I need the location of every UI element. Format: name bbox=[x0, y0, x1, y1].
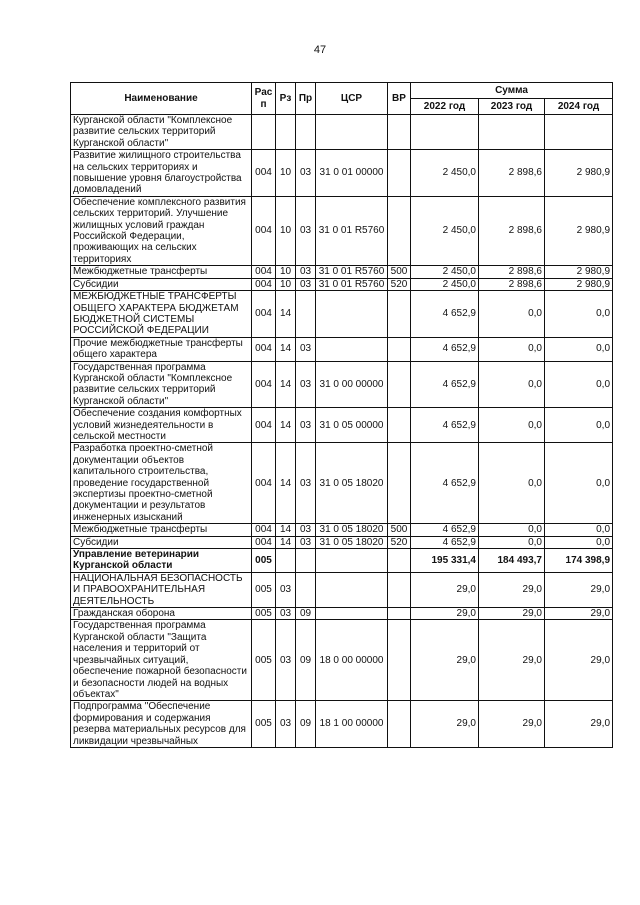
row-value-2022: 2 450,0 bbox=[411, 150, 479, 197]
row-value-2023: 2 898,6 bbox=[479, 196, 545, 265]
row-ras: 005 bbox=[252, 608, 276, 620]
table-row bbox=[71, 115, 613, 150]
row-pr: 03 bbox=[296, 443, 316, 524]
row-value-2022: 4 652,9 bbox=[411, 536, 479, 548]
row-vr bbox=[388, 291, 411, 338]
row-ras: 005 bbox=[252, 549, 276, 573]
row-csr: 31 0 01 00000 bbox=[316, 150, 388, 197]
row-value-2023: 0,0 bbox=[479, 337, 545, 361]
row-vr: 500 bbox=[388, 266, 411, 278]
row-pr: 03 bbox=[296, 337, 316, 361]
row-rz: 03 bbox=[276, 572, 296, 607]
row-vr bbox=[388, 361, 411, 408]
row-rz: 03 bbox=[276, 620, 296, 701]
row-value-2024: 0,0 bbox=[545, 408, 613, 443]
row-vr: 500 bbox=[388, 524, 411, 536]
table-row bbox=[71, 278, 613, 290]
row-value-2024: 2 980,9 bbox=[545, 266, 613, 278]
row-vr bbox=[388, 408, 411, 443]
row-vr bbox=[388, 196, 411, 265]
row-vr: 520 bbox=[388, 278, 411, 290]
budget-table bbox=[70, 82, 613, 748]
row-value-2023: 29,0 bbox=[479, 701, 545, 748]
row-value-2023: 2 898,6 bbox=[479, 278, 545, 290]
table-row bbox=[71, 620, 613, 701]
row-name: Развитие жилищного строительства на сельских территориях и повышение уровня благоустройства домовладений bbox=[71, 150, 252, 197]
row-ras: 004 bbox=[252, 536, 276, 548]
row-name: Государственная программа Курганской области "Комплексное развитие сельских территорий Курганской области" bbox=[71, 361, 252, 408]
row-value-2022: 29,0 bbox=[411, 620, 479, 701]
row-value-2022: 4 652,9 bbox=[411, 291, 479, 338]
row-value-2022: 29,0 bbox=[411, 608, 479, 620]
row-value-2024: 2 980,9 bbox=[545, 196, 613, 265]
row-value-2024: 0,0 bbox=[545, 524, 613, 536]
row-value-2024: 2 980,9 bbox=[545, 150, 613, 197]
row-name: Подпрограмма "Обеспечение формирования и содержания резерва материальных ресурсов для ликвидации чрезвычайных bbox=[71, 701, 252, 748]
row-name: МЕЖБЮДЖЕТНЫЕ ТРАНСФЕРТЫ ОБЩЕГО ХАРАКТЕРА БЮДЖЕТАМ БЮДЖЕТНОЙ СИСТЕМЫ РОССИЙСКОЙ ФЕДЕРАЦИИ bbox=[71, 291, 252, 338]
row-ras: 004 bbox=[252, 361, 276, 408]
row-name: Субсидии bbox=[71, 536, 252, 548]
row-ras: 005 bbox=[252, 701, 276, 748]
row-value-2023: 29,0 bbox=[479, 608, 545, 620]
row-value-2024: 0,0 bbox=[545, 536, 613, 548]
row-csr bbox=[316, 549, 388, 573]
row-rz: 14 bbox=[276, 524, 296, 536]
row-vr bbox=[388, 115, 411, 150]
row-value-2022: 2 450,0 bbox=[411, 196, 479, 265]
row-pr bbox=[296, 572, 316, 607]
row-rz: 14 bbox=[276, 443, 296, 524]
page-number: 47 bbox=[313, 44, 327, 56]
row-value-2023: 2 898,6 bbox=[479, 150, 545, 197]
row-vr: 520 bbox=[388, 536, 411, 548]
row-pr: 03 bbox=[296, 524, 316, 536]
row-ras: 004 bbox=[252, 443, 276, 524]
row-name: Межбюджетные трансферты bbox=[71, 266, 252, 278]
row-ras: 004 bbox=[252, 291, 276, 338]
table-row bbox=[71, 150, 613, 197]
row-value-2023: 184 493,7 bbox=[479, 549, 545, 573]
row-ras: 004 bbox=[252, 150, 276, 197]
header-csr: ЦСР bbox=[316, 83, 388, 115]
row-value-2023: 0,0 bbox=[479, 291, 545, 338]
row-value-2022: 4 652,9 bbox=[411, 337, 479, 361]
row-csr: 31 0 05 00000 bbox=[316, 408, 388, 443]
row-csr: 31 0 05 18020 bbox=[316, 524, 388, 536]
row-csr: 31 0 01 R5760 bbox=[316, 278, 388, 290]
row-csr bbox=[316, 608, 388, 620]
row-value-2024: 0,0 bbox=[545, 361, 613, 408]
row-name: НАЦИОНАЛЬНАЯ БЕЗОПАСНОСТЬ И ПРАВООХРАНИТЕЛЬНАЯ ДЕЯТЕЛЬНОСТЬ bbox=[71, 572, 252, 607]
row-value-2024: 174 398,9 bbox=[545, 549, 613, 573]
row-csr: 31 0 00 00000 bbox=[316, 361, 388, 408]
table-row bbox=[71, 443, 613, 524]
table-row bbox=[71, 536, 613, 548]
row-rz bbox=[276, 549, 296, 573]
row-vr bbox=[388, 443, 411, 524]
row-vr bbox=[388, 150, 411, 197]
table-row bbox=[71, 291, 613, 338]
header-rz: Рз bbox=[276, 83, 296, 115]
row-value-2024: 29,0 bbox=[545, 701, 613, 748]
row-vr bbox=[388, 549, 411, 573]
header-sum: Сумма bbox=[411, 83, 613, 99]
row-value-2023: 29,0 bbox=[479, 572, 545, 607]
row-value-2023: 0,0 bbox=[479, 361, 545, 408]
header-2024: 2024 год bbox=[545, 99, 613, 115]
row-value-2022: 4 652,9 bbox=[411, 408, 479, 443]
table-row bbox=[71, 408, 613, 443]
row-value-2022 bbox=[411, 115, 479, 150]
row-rz: 10 bbox=[276, 150, 296, 197]
row-rz: 14 bbox=[276, 536, 296, 548]
row-ras: 004 bbox=[252, 196, 276, 265]
row-rz: 10 bbox=[276, 278, 296, 290]
row-value-2024: 0,0 bbox=[545, 337, 613, 361]
row-csr bbox=[316, 337, 388, 361]
row-name: Государственная программа Курганской области "Защита населения и территорий от чрезвычайных ситуаций, обеспечение пожарной безопасности и безопасности людей на водных объектах" bbox=[71, 620, 252, 701]
row-pr: 03 bbox=[296, 196, 316, 265]
row-pr: 09 bbox=[296, 620, 316, 701]
row-rz: 03 bbox=[276, 608, 296, 620]
row-name: Разработка проектно-сметной документации объектов капитального строительства, проведение государственной экспертизы проектно-сметной документации и результатов инженерных изысканий bbox=[71, 443, 252, 524]
row-vr bbox=[388, 572, 411, 607]
budget-table-body bbox=[71, 115, 613, 748]
row-value-2022: 195 331,4 bbox=[411, 549, 479, 573]
row-vr bbox=[388, 620, 411, 701]
row-ras: 004 bbox=[252, 337, 276, 361]
header-2022: 2022 год bbox=[411, 99, 479, 115]
header-vr: ВР bbox=[388, 83, 411, 115]
row-value-2023: 29,0 bbox=[479, 620, 545, 701]
row-pr: 03 bbox=[296, 278, 316, 290]
row-value-2022: 2 450,0 bbox=[411, 266, 479, 278]
row-csr: 31 0 01 R5760 bbox=[316, 266, 388, 278]
table-row bbox=[71, 361, 613, 408]
row-pr bbox=[296, 291, 316, 338]
row-rz bbox=[276, 115, 296, 150]
row-pr bbox=[296, 549, 316, 573]
header-ras: Рас п bbox=[252, 83, 276, 115]
row-rz: 10 bbox=[276, 196, 296, 265]
row-value-2022: 29,0 bbox=[411, 572, 479, 607]
table-row bbox=[71, 608, 613, 620]
row-value-2022: 4 652,9 bbox=[411, 443, 479, 524]
row-name: Прочие межбюджетные трансферты общего характера bbox=[71, 337, 252, 361]
row-pr: 03 bbox=[296, 150, 316, 197]
row-value-2024: 29,0 bbox=[545, 620, 613, 701]
row-value-2023: 0,0 bbox=[479, 443, 545, 524]
row-rz: 14 bbox=[276, 291, 296, 338]
row-value-2022: 29,0 bbox=[411, 701, 479, 748]
table-row bbox=[71, 337, 613, 361]
row-value-2024: 29,0 bbox=[545, 608, 613, 620]
row-value-2023: 2 898,6 bbox=[479, 266, 545, 278]
row-vr bbox=[388, 608, 411, 620]
table-row bbox=[71, 196, 613, 265]
row-ras: 004 bbox=[252, 524, 276, 536]
row-value-2023: 0,0 bbox=[479, 524, 545, 536]
row-rz: 14 bbox=[276, 361, 296, 408]
row-rz: 10 bbox=[276, 266, 296, 278]
row-ras: 005 bbox=[252, 572, 276, 607]
header-pr: Пр bbox=[296, 83, 316, 115]
row-pr: 03 bbox=[296, 266, 316, 278]
row-value-2023: 0,0 bbox=[479, 536, 545, 548]
table-row bbox=[71, 549, 613, 573]
row-ras: 004 bbox=[252, 278, 276, 290]
row-value-2022: 4 652,9 bbox=[411, 524, 479, 536]
row-csr: 18 0 00 00000 bbox=[316, 620, 388, 701]
row-pr: 09 bbox=[296, 701, 316, 748]
row-pr: 03 bbox=[296, 536, 316, 548]
row-csr bbox=[316, 291, 388, 338]
row-value-2024: 0,0 bbox=[545, 443, 613, 524]
row-value-2024: 0,0 bbox=[545, 291, 613, 338]
row-name: Гражданская оборона bbox=[71, 608, 252, 620]
row-name: Управление ветеринарии Курганской области bbox=[71, 549, 252, 573]
row-rz: 14 bbox=[276, 337, 296, 361]
row-rz: 14 bbox=[276, 408, 296, 443]
row-ras: 004 bbox=[252, 408, 276, 443]
row-csr bbox=[316, 572, 388, 607]
row-vr bbox=[388, 337, 411, 361]
row-pr bbox=[296, 115, 316, 150]
row-name: Обеспечение создания комфортных условий жизнедеятельности в сельской местности bbox=[71, 408, 252, 443]
row-name: Обеспечение комплексного развития сельских территорий. Улучшение жилищных условий граждан Российской Федерации, проживающих на сельских территориях bbox=[71, 196, 252, 265]
row-name: Курганской области "Комплексное развитие сельских территорий Курганской области" bbox=[71, 115, 252, 150]
row-value-2024: 2 980,9 bbox=[545, 278, 613, 290]
row-csr: 31 0 05 18020 bbox=[316, 443, 388, 524]
table-row bbox=[71, 701, 613, 748]
row-pr: 03 bbox=[296, 408, 316, 443]
row-name: Субсидии bbox=[71, 278, 252, 290]
row-csr: 18 1 00 00000 bbox=[316, 701, 388, 748]
row-value-2023: 0,0 bbox=[479, 408, 545, 443]
header-2023: 2023 год bbox=[479, 99, 545, 115]
row-csr: 31 0 05 18020 bbox=[316, 536, 388, 548]
table-row bbox=[71, 572, 613, 607]
row-vr bbox=[388, 701, 411, 748]
row-pr: 03 bbox=[296, 361, 316, 408]
table-row bbox=[71, 266, 613, 278]
row-value-2024: 29,0 bbox=[545, 572, 613, 607]
header-name: Наименование bbox=[71, 83, 252, 115]
row-pr: 09 bbox=[296, 608, 316, 620]
row-ras bbox=[252, 115, 276, 150]
row-csr bbox=[316, 115, 388, 150]
table-row bbox=[71, 524, 613, 536]
row-csr: 31 0 01 R5760 bbox=[316, 196, 388, 265]
row-value-2022: 2 450,0 bbox=[411, 278, 479, 290]
row-rz: 03 bbox=[276, 701, 296, 748]
row-value-2024 bbox=[545, 115, 613, 150]
row-ras: 005 bbox=[252, 620, 276, 701]
row-value-2023 bbox=[479, 115, 545, 150]
row-value-2022: 4 652,9 bbox=[411, 361, 479, 408]
row-ras: 004 bbox=[252, 266, 276, 278]
row-name: Межбюджетные трансферты bbox=[71, 524, 252, 536]
